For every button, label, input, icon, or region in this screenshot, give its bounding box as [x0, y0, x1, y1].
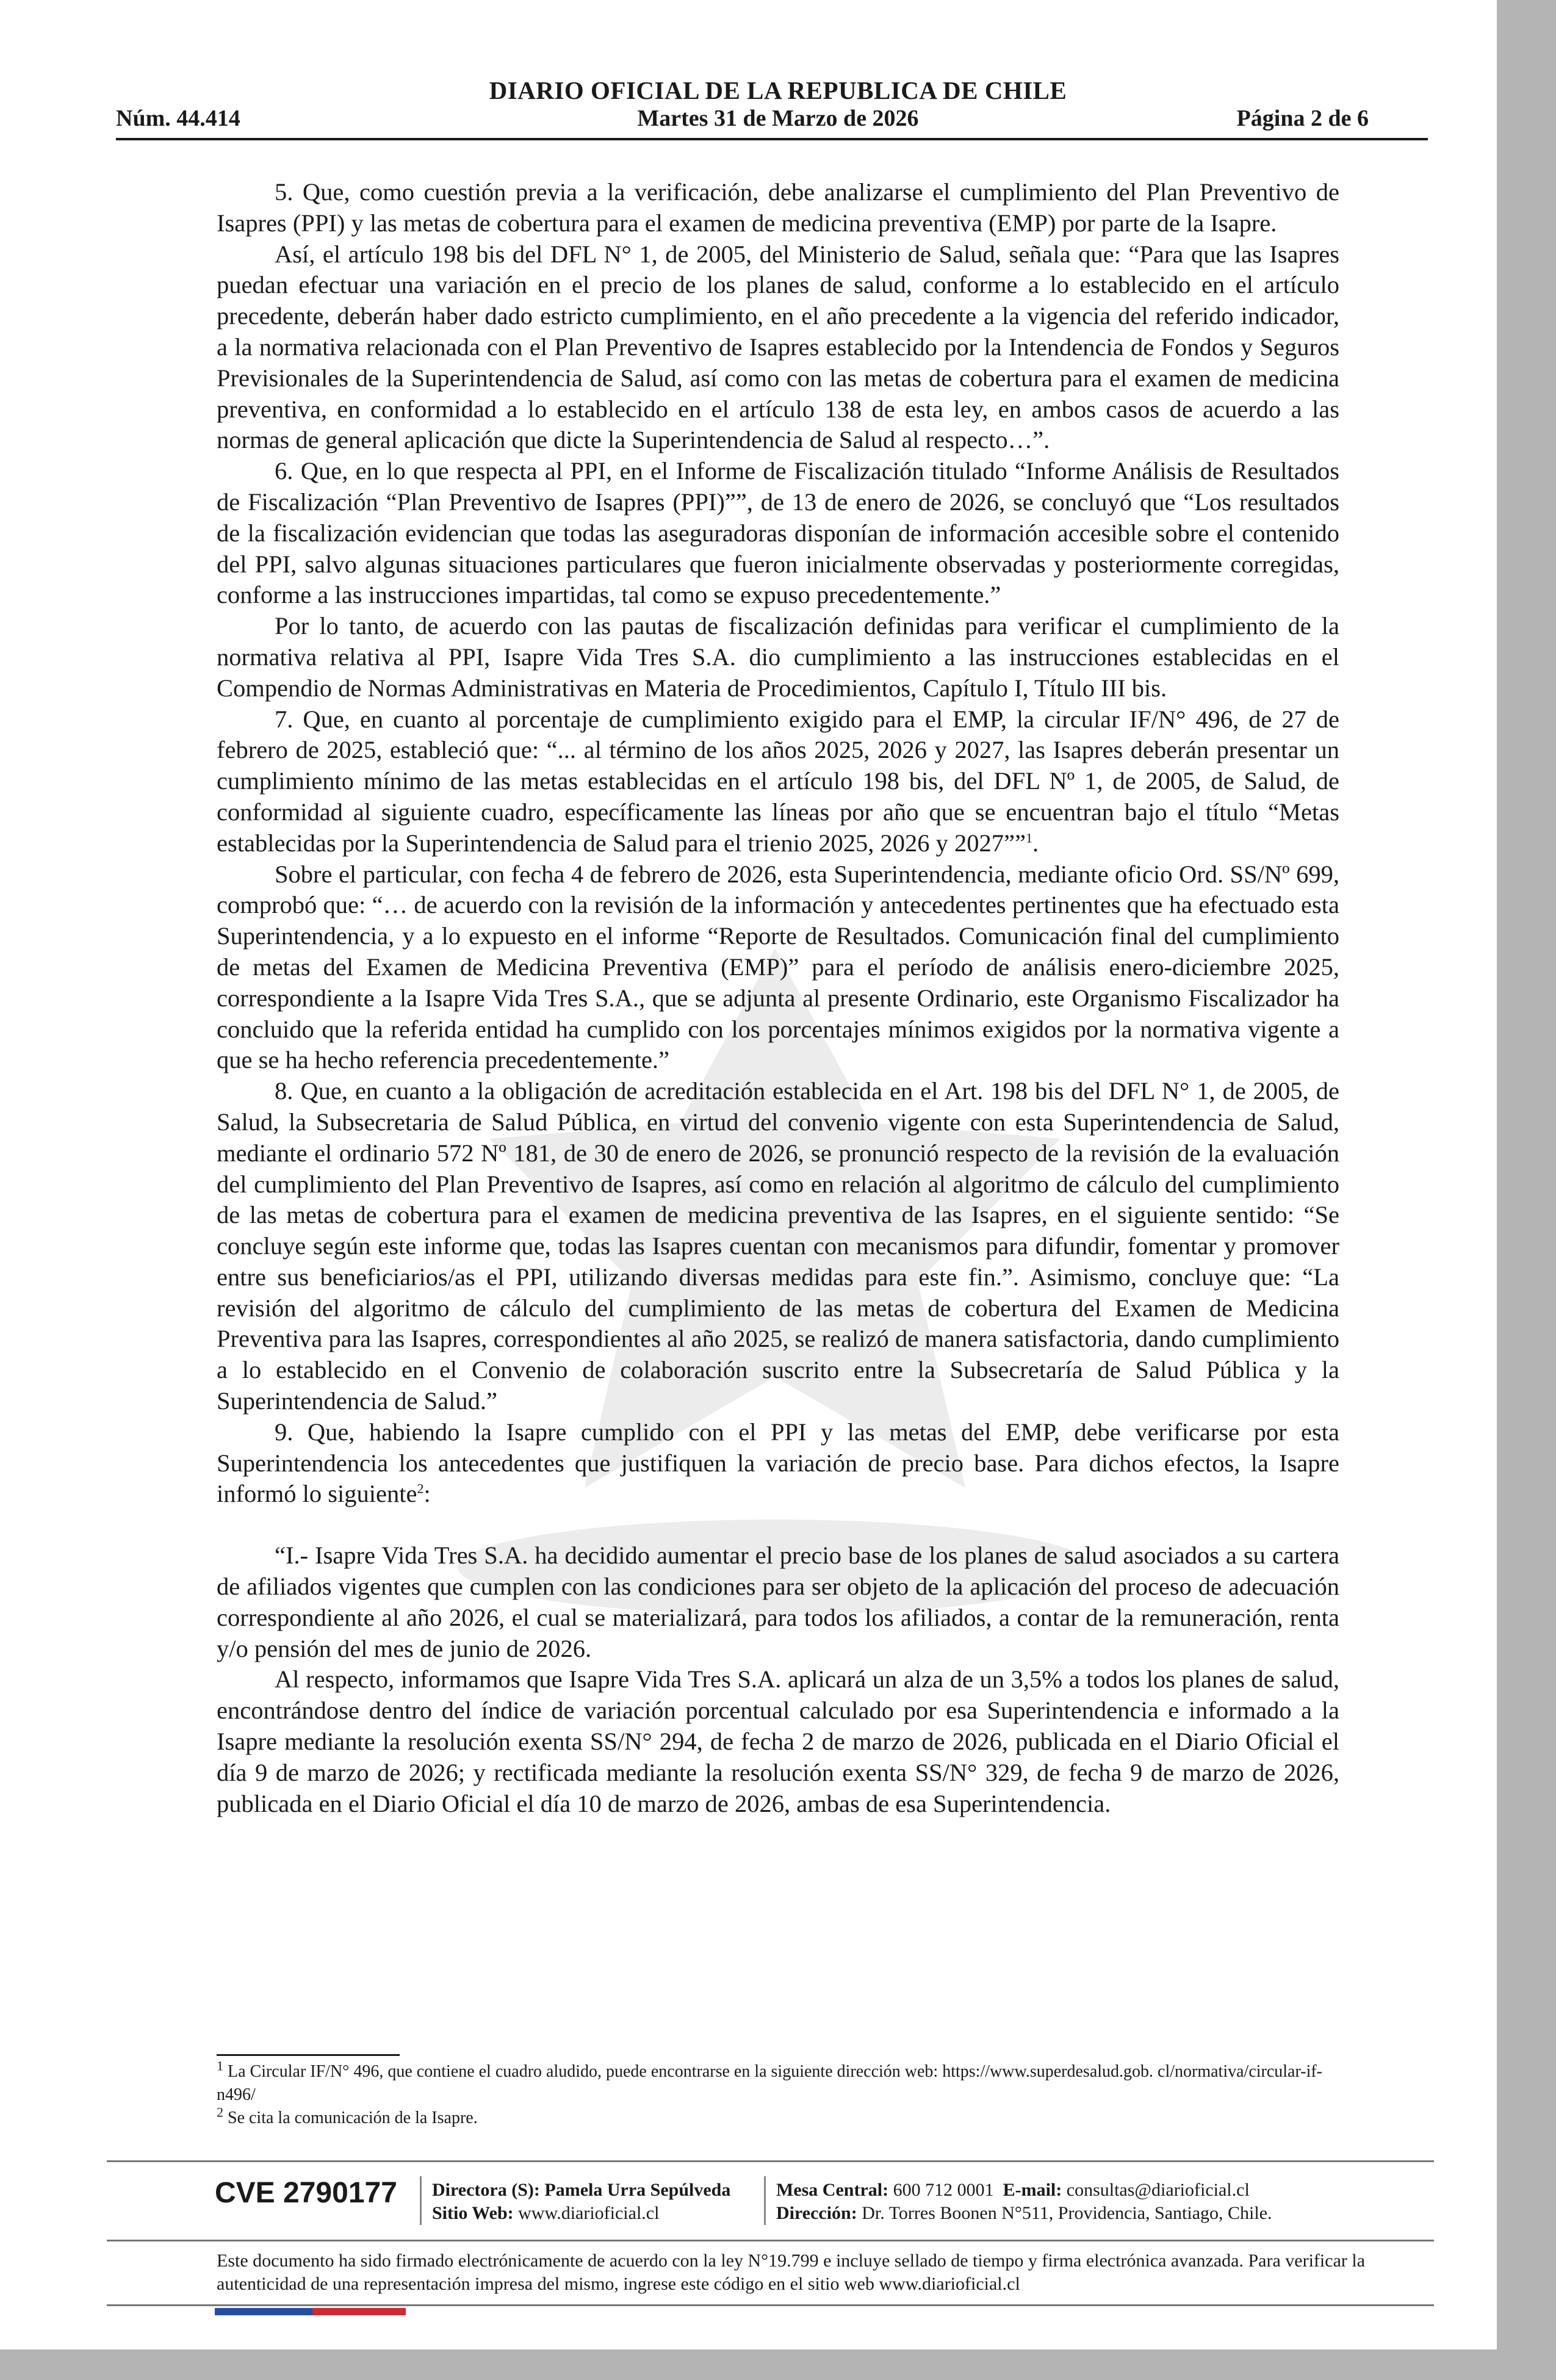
legal-notice: Este documento ha sido firmado electrónicamente de acuerdo con la ley N°19.799 e incluye sellado de tiempo y firma electrónica avanzada. Para verificar la autenticidad de una representación impresa del mismo, ingrese este código en el sitio web www.diarioficial.cl	[217, 2251, 1366, 2294]
quoted-paragraph: “I.- Isapre Vida Tres S.A. ha decidido aumentar el precio base de los planes de salud asociados a su cartera de afiliados vigentes que cumplen con las condiciones para ser objeto de la aplicación del proceso de adecuación correspondiente al año 2026, el cual se materializará, para todos los afiliados, a contar de la remuneración, renta y/o pensión del mes de junio de 2026.	[217, 1542, 1339, 1662]
colon: :	[423, 1480, 431, 1508]
email-label: E-mail:	[1003, 2180, 1062, 2200]
footer-contact	[776, 2179, 1272, 2225]
paragraph: 5. Que, como cuestión previa a la verificación, debe analizarse el cumplimiento del Plan Preventivo de Isapres (PPI) y las metas de cobertura para el examen de medicina preventiva (EMP) por parte de la Isapre.	[217, 178, 1339, 237]
paragraph	[217, 1417, 1339, 1510]
director-name: Pamela Urra Sepúlveda	[544, 2180, 731, 2200]
flag-stripe-blue	[215, 2308, 312, 2315]
footer-divider-middle	[107, 2240, 1434, 2241]
paragraph: Así, el artículo 198 bis del DFL N° 1, de 2005, del Ministerio de Salud, señala que: “Para que las Isapres puedan efectuar una variación en el precio de los planes de salud, conforme a lo establecido en el artículo precedente, deberán haber dado estricto cumplimiento, en el año precedente a la vigencia del referido indicador, a la normativa relacionada con el Plan Preventivo de Isapres establecido por la Intendencia de Fondos y Seguros Previsionales de la Superintendencia de Salud, así como con las metas de cobertura para el examen de medicina preventiva, en conformidad a lo establecido en el artículo 138 de esta ley, en ambos casos de acuerdo a las normas de general aplicación que dicte la Superintendencia de Salud al respecto…”.	[217, 240, 1339, 454]
web-label: Sitio Web:	[432, 2203, 514, 2223]
gazette-title: DIARIO OFICIAL DE LA REPUBLICA DE CHILE	[489, 76, 1067, 104]
paragraph-text: 7. Que, en cuanto al porcentaje de cumplimiento exigido para el EMP, la circular IF/N° 496, de 27 de febrero de 2025, estableció que: “... al término de los años 2025, 2026 y 2027, las Isapres deberán presentar un cumplimiento mínimo de las metas establecidas en el artículo 198 bis, del DFL Nº 1, de 2005, de Salud, de conformidad al siguiente cuadro, específicamente las líneas por año que se encuentran bajo el título “Metas establecidas por la Superintendencia de Salud para el trienio 2025, 2026 y 2027””	[217, 705, 1339, 857]
paragraph-text: 9. Que, habiendo la Isapre cumplido con el PPI y las metas del EMP, debe verificarse por esta Superintendencia los antecedentes que justifiquen la variación de precio base. Para dichos efectos, la Isapre informó lo siguiente	[217, 1418, 1339, 1508]
address-value: Dr. Torres Boonen N°511, Providencia, Santiago, Chile.	[862, 2203, 1272, 2223]
footer-director	[432, 2179, 730, 2225]
footnote-1-text: La Circular IF/N° 496, que contiene el cuadro aludido, puede encontrarse en la siguiente dirección web: https://www.superdesalud.gob. cl/normativa/circular-if-n496/	[217, 2062, 1322, 2104]
body-text	[217, 177, 1339, 1819]
web-link[interactable]: www.diarioficial.cl	[518, 2203, 660, 2223]
header-divider	[116, 138, 1428, 140]
issue-number: Núm. 44.414	[116, 106, 240, 131]
issue-date: Martes 31 de Marzo de 2026	[637, 106, 919, 131]
paragraph: Sobre el particular, con fecha 4 de febrero de 2026, esta Superintendencia, mediante oficio Ord. SS/Nº 699, comprobó que: “… de acuerdo con la revisión de la información y antecedentes pertinentes que ha efectuado esta Superintendencia, y a lo expuesto en el informe “Reporte de Resultados. Comunicación final del cumplimiento de metas del Examen de Medicina Preventiva (EMP)” para el período de análisis enero-diciembre 2025, correspondiente a la Isapre Vida Tres S.A., que se adjunta al presente Ordinario, este Organismo Fiscalizador ha concluido que la referida entidad ha cumplido con los porcentajes mínimos exigidos por la normativa vigente a que se ha hecho referencia precedentemente.”	[217, 860, 1339, 1074]
footer-separator	[420, 2176, 422, 2225]
director-label: Directora (S):	[432, 2180, 540, 2200]
footnote-ref-1: 1	[1025, 830, 1032, 846]
flag-stripe-red	[312, 2308, 406, 2315]
paragraph: Por lo tanto, de acuerdo con las pautas de fiscalización definidas para verificar el cumplimiento de la normativa relativa al PPI, Isapre Vida Tres S.A. dio cumplimiento a las instrucciones establecidas en el Compendio de Normas Administrativas en Materia de Procedimientos, Capítulo I, Título III bis.	[217, 612, 1339, 702]
footer-separator	[764, 2176, 766, 2225]
paragraph: 7. Que, en cuanto al porcentaje de cumplimiento exigido para el EMP, la circular IF/N° 496, de 27 de febrero de 2025, estableció que: “... al término de los años 2025, 2026 y 2027, las Isapres deberán presentar un cumplimiento mínimo de las metas establecidas en el artículo 198 bis, del DFL Nº 1, de 2005, de Salud, de conformidad al siguiente cuadro, específicamente las líneas por año que se encuentran bajo el título “Metas establecidas por la Superintendencia de Salud para el trienio 2025, 2026 y 2027””$^1$.	[217, 705, 1339, 857]
footnote-divider	[217, 2054, 400, 2056]
phone-value: 600 712 0001	[893, 2180, 994, 2200]
paragraph: 8. Que, en cuanto a la obligación de acreditación establecida en el Art. 198 bis del DFL N° 1, de 2005, de Salud, la Subsecretaria de Salud Pública, en virtud del convenio vigente con esta Superintendencia de Salud, mediante el ordinario 572 Nº 181, de 30 de enero de 2026, se pronunció respecto de la revisión de la evaluación del cumplimiento del Plan Preventivo de Isapres, así como en relación al algoritmo de cálculo del cumplimiento de las metas de cobertura para el examen de medicina preventiva de las Isapres, en el siguiente sentido: “Se concluye según este informe que, todas las Isapres cuentan con mecanismos para difundir, fomentar y promover entre sus beneficiarios/as el PPI, utilizando diversas medidas para este fin.”. Asimismo, concluye que: “La revisión del algoritmo de cálculo del cumplimiento de las metas de cobertura del Examen de Medicina Preventiva para las Isapres, correspondientes al año 2025, se realizó de manera satisfactoria, dando cumplimiento a lo establecido en el Convenio de colaboración suscrito entre la Subsecretaría de Salud Pública y la Superintendencia de Salud.”	[217, 1077, 1339, 1415]
footer-divider-top	[107, 2160, 1434, 2162]
footnote-2-mark: 2	[217, 2104, 223, 2120]
phone-label: Mesa Central:	[776, 2180, 889, 2200]
footnote-ref-2: 2	[417, 1480, 424, 1496]
paragraph: Al respecto, informamos que Isapre Vida Tres S.A. aplicará un alza de un 3,5% a todos los planes de salud, encontrándose dentro del índice de variación porcentual calculado por esa Superintendencia e informado a la Isapre mediante la resolución exenta SS/N° 294, de fecha 2 de marzo de 2026, publicada en el Diario Oficial el día 9 de marzo de 2026; y rectificada mediante la resolución exenta SS/N° 329, de fecha 9 de marzo de 2026, publicada en el Diario Oficial el día 10 de marzo de 2026, ambas de esa Superintendencia.	[217, 1665, 1339, 1817]
email-link[interactable]: consultas@diarioficial.cl	[1066, 2180, 1250, 2200]
footnotes	[217, 2060, 1339, 2130]
footnote-1	[217, 2060, 1339, 2107]
cve-code: CVE 2790177	[215, 2177, 397, 2209]
paragraph: 6. Que, en lo que respecta al PPI, en el Informe de Fiscalización titulado “Informe Análisis de Resultados de Fiscalización “Plan Preventivo de Isapres (PPI)””, de 13 de enero de 2026, se concluyó que “Los resultados de la fiscalización evidencian que todas las aseguradoras disponían de información accesible sobre el contenido del PPI, salvo algunas situaciones particulares que fueron inicialmente observadas y posteriormente corregidas, conforme a las instrucciones impartidas, tal como se expuso precedentemente.”	[217, 457, 1339, 609]
page-number: Página 2 de 6	[1236, 106, 1369, 131]
address-label: Dirección:	[776, 2203, 857, 2223]
footnote-2	[217, 2104, 1339, 2130]
footnote-1-mark: 1	[217, 2058, 223, 2074]
footnote-2-text: Se cita la comunicación de la Isapre.	[223, 2108, 478, 2127]
footer-divider-bottom	[107, 2304, 1434, 2306]
